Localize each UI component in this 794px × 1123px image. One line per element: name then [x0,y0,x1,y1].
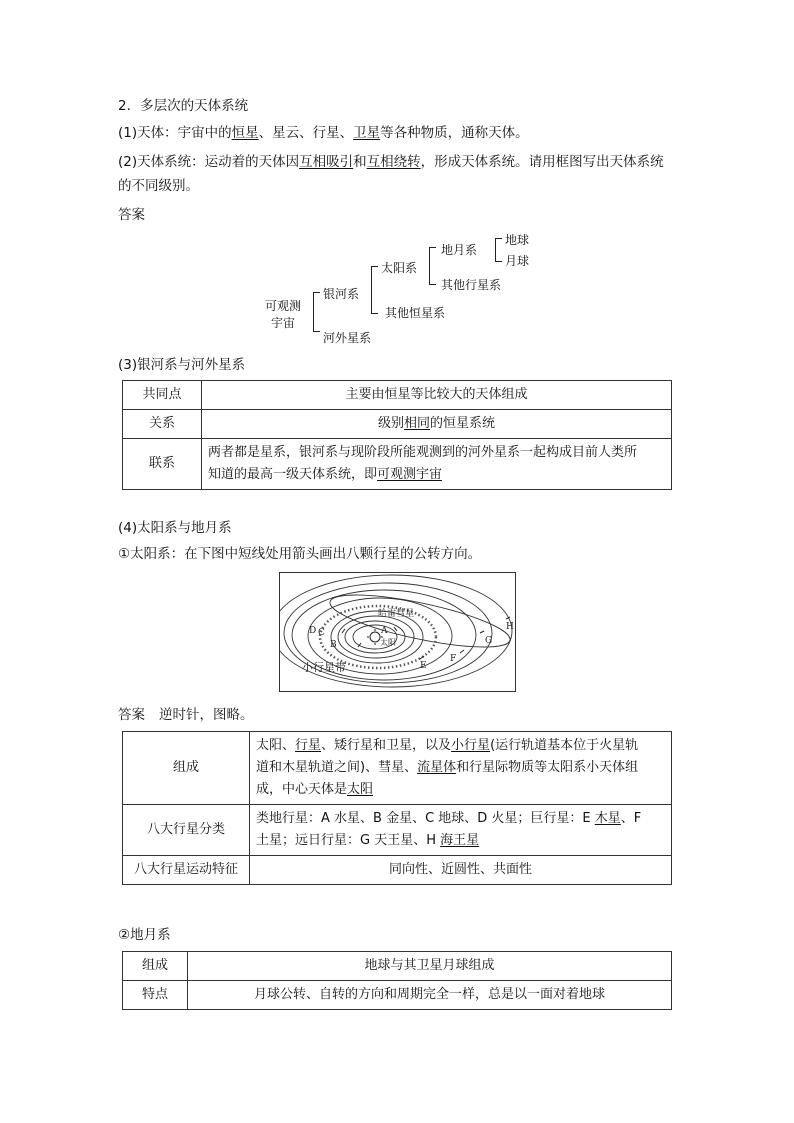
answer2-text: 逆时针，图略。 [159,707,254,723]
orbit-c [338,616,414,658]
earth-moon-table [122,951,672,1010]
tree-bracket-root [313,292,320,332]
table-row [123,981,672,1010]
paragraph-celestial-body [118,123,529,143]
belt-label: 小行星带 [302,661,346,674]
table3-label-feature: 特点 [123,981,188,1010]
t2-r1-l1-a: 太阳、 [256,738,296,753]
table3-content-composition: 地球与其卫星月球组成 [188,952,672,981]
p2-text-2: ，形成天体系统。请用框图写出天体系统 [420,154,664,170]
p2-text-1: 和 [353,154,367,170]
tree-root [263,298,303,332]
p2-underline-1: 互相吸引 [299,154,354,170]
table-row [123,952,672,981]
p1-text-2: 等各种物质，通称天体。 [380,125,529,141]
p1-text-1: 、星云、行星、 [258,125,354,141]
tree-bracket-solar [429,247,436,285]
table2-composition-line2 [256,757,665,779]
tree-bracket-earth-moon [495,238,502,262]
p2-underline-2: 互相绕转 [366,154,421,170]
table-row [123,439,672,490]
t2-r1-l2-b: 和行星际物质等太阳系小天体组 [456,760,639,775]
t2-r2-l2-u: 海王星 [440,833,480,848]
planet-label-d: D [309,626,317,636]
answer2 [118,705,254,725]
t2-r2-l1-b: 、F [620,811,642,826]
table1-label-link: 联系 [123,439,202,490]
table1-content-link [202,439,672,490]
t2-r1-l3-u: 太阳 [347,782,374,797]
table1-content-common: 主要由恒星等比较大的天体组成 [202,381,672,410]
section4-title: (4)太阳系与地月系 [118,520,232,536]
table2-label-composition: 组成 [123,732,250,805]
p1-underline-1: 恒星 [231,125,259,141]
sun-label: 太阳 [380,638,396,647]
section3-title: (3)银河系与河外星系 [118,357,246,373]
table2-classification-line2 [256,830,665,852]
tree-moon: 月球 [505,254,530,268]
table2-composition-line1 [256,735,665,757]
table3-content-feature: 月球公转、自转的方向和周期完全一样，总是以一面对着地球 [188,981,672,1010]
planet-label-e: E [420,661,427,671]
t2-r2-l1-u: 木星 [594,811,621,826]
t2-r2-l1-a: 类地行星：A 水星、B 金星、C 地球、D 火星；巨行星：E [256,811,595,826]
table3-label-composition: 组成 [123,952,188,981]
tree-root-line2: 宇宙 [270,316,295,330]
solar-system-diagram [279,572,516,692]
p1-underline-2: 卫星 [353,125,381,141]
table1-relation-underline: 相同 [403,416,430,431]
table-row [123,732,672,805]
table2-content-classification [250,805,672,856]
sub1-title: ①太阳系：在下图中短线处用箭头画出八颗行星的公转方向。 [118,546,482,562]
tree-other-stars: 其他恒星系 [385,306,446,320]
tree-galaxy: 银河系 [323,287,360,301]
sub2-title: ②地月系 [118,927,171,943]
tree-earth: 地球 [505,233,530,247]
t2-r1-l1-b: 、矮行星和卫星，以及 [321,738,452,753]
section-heading: 2．多层次的天体系统 [118,98,249,114]
table-row [123,381,672,410]
answer-label: 答案 [118,207,145,223]
galaxy-comparison-table [122,380,672,490]
table1-link-line2 [208,464,665,486]
table-row [123,856,672,885]
tree-solar-system: 太阳系 [381,261,418,275]
table1-link-line2-pre: 知道的最高一级天体系统，即 [208,467,378,482]
p1-prefix: (1)天体：宇宙中的 [118,125,232,141]
tree-other-planets: 其他行星系 [441,278,502,292]
table1-relation-pre: 级别 [377,416,404,431]
table1-link-underline: 可观测宇宙 [377,467,443,482]
tree-bracket-galaxy [371,266,378,314]
table2-content-composition [250,732,672,805]
table-row [123,805,672,856]
t2-r1-l1-c: (运行轨道基本位于火星轨 [490,738,639,753]
paragraph-celestial-system-line2: 的不同级别。 [118,178,199,194]
table1-label-relation: 关系 [123,410,202,439]
t2-r1-l2: 道和木星轨道之间)、彗星、 [256,760,418,775]
answer2-label: 答案 [118,707,145,723]
table-row [123,410,672,439]
planet-label-c: C [318,628,325,638]
table1-relation-post: 的恒星系统 [430,416,496,431]
table2-label-classification: 八大行星分类 [123,805,250,856]
planet-label-g: G [485,636,493,646]
paragraph-celestial-system [118,152,664,172]
t2-r1-l3-a: 成，中心天体是 [256,782,348,797]
celestial-system-tree [255,228,555,348]
table2-content-motion: 同向性、近圆性、共面性 [250,856,672,885]
tree-earth-moon: 地月系 [441,243,478,257]
planet-label-h: H [506,622,514,632]
solar-system-table [122,731,672,885]
comet-label: 哈雷彗星 [378,609,415,619]
table2-composition-line3 [256,779,665,801]
table1-label-common: 共同点 [123,381,202,410]
t2-r2-l2-a: 土星；远日行星：G 天王星、H [256,833,441,848]
solar-system-svg [280,573,515,691]
p2-prefix: (2)天体系统：运动着的天体因 [118,154,300,170]
planet-label-a: A [381,626,388,636]
planet-label-b: B [330,640,337,650]
tree-root-line1: 可观测 [264,299,301,313]
t2-r1-l2-u: 流星体 [417,760,457,775]
table2-label-motion: 八大行星运动特征 [123,856,250,885]
table2-classification-line1 [256,808,665,830]
planet-label-f: F [450,654,457,664]
t2-r1-l1-u1: 行星 [295,738,322,753]
t2-r1-l1-u2: 小行星 [451,738,491,753]
tree-extragalactic: 河外星系 [323,331,372,345]
sun-icon [370,632,380,642]
table1-content-relation [202,410,672,439]
orbit-b [345,621,405,653]
table1-link-line1: 两者都是星系，银河系与现阶段所能观测到的河外星系一起构成目前人类所 [208,445,638,460]
